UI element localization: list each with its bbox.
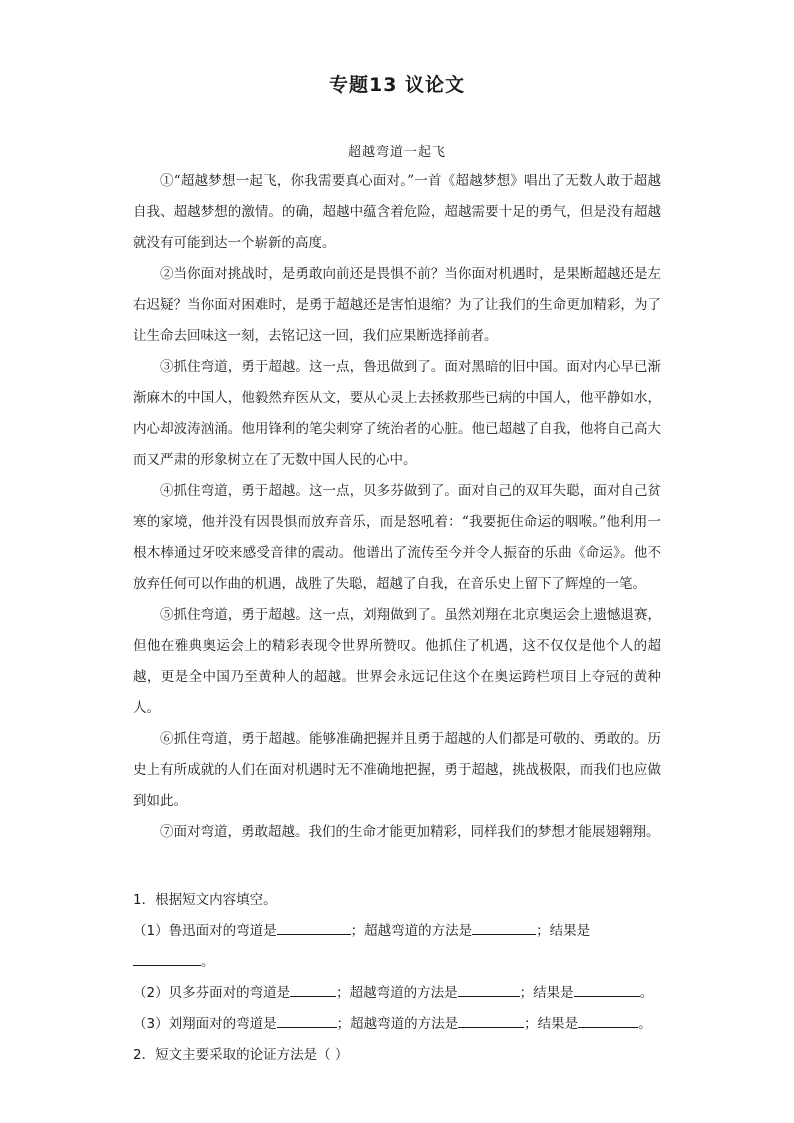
item-3-label-b: ；超越弯道的方法是	[336, 1016, 459, 1032]
item-2-label-b: ；超越弯道的方法是	[336, 985, 458, 1001]
answer-blank[interactable]	[277, 1013, 337, 1028]
item-1-label-b: ；超越弯道的方法是	[350, 923, 473, 939]
question-1-item-3	[133, 1009, 663, 1040]
item-3-end: 。	[638, 1016, 652, 1032]
item-3-label-c: ；结果是	[524, 1016, 579, 1032]
answer-blank[interactable]	[133, 951, 201, 966]
question-1-item-1-cont	[133, 947, 663, 978]
item-1-label-a: （1）鲁迅面对的弯道是	[133, 923, 277, 939]
answer-blank[interactable]	[458, 982, 520, 997]
answer-blank[interactable]	[290, 982, 336, 997]
paragraph-4: ④抓住弯道，勇于超越。这一点，贝多芬做到了。面对自己的双耳失聪，面对自己贫寒的家境，他并没有因畏惧而放弃音乐，而是怒吼着：“我要扼住命运的咽喉。”他利用一根木棒通过牙咬来感受音律的震动。他谱出了流传至今并令人振奋的乐曲《命运》。他不放弃任何可以作曲的机遇，战胜了失聪，超越了自我，在音乐史上留下了辉煌的一笔。	[133, 483, 661, 592]
item-3-label-a: （3）刘翔面对的弯道是	[133, 1016, 277, 1032]
paragraph-6: ⑥抓住弯道，勇于超越。能够准确把握并且勇于超越的人们都是可敬的、勇敢的。历史上有所成就的人们在面对机遇时无不准确地把握，勇于超越，挑战极限，而我们也应做到如此。	[133, 731, 661, 809]
question-1-stem: 1．根据短文内容填空。	[133, 892, 277, 908]
paragraph-5: ⑤抓住弯道，勇于超越。这一点，刘翔做到了。虽然刘翔在北京奥运会上遗憾退赛，但他在雅典奥运会上的精彩表现令世界所赞叹。他抓住了机遇，这不仅仅是他个人的超越，更是全中国乃至黄种人的超越。世界会永远记住这个在奥运跨栏项目上夺冠的黄种人。	[133, 607, 661, 716]
answer-blank[interactable]	[578, 1013, 638, 1028]
article-body	[133, 166, 661, 848]
item-2-end: 。	[639, 985, 654, 1001]
paragraph-2: ②当你面对挑战时，是勇敢向前还是畏惧不前？当你面对机遇时，是果断超越还是左右迟疑？当你面对困难时，是勇于超越还是害怕退缩？为了让我们的生命更加精彩，为了让生命去回味这一刻，去铭记这一回，我们应果断选择前者。	[133, 266, 661, 344]
paragraph-7: ⑦面对弯道，勇敢超越。我们的生命才能更加精彩，同样我们的梦想才能展翅翱翔。	[160, 824, 660, 840]
question-2-stem: 2．短文主要采取的论证方法是（ ）	[133, 1047, 349, 1063]
question-1-item-1	[133, 916, 663, 947]
paragraph-1: ①“超越梦想一起飞，你我需要真心面对。”一首《超越梦想》唱出了无数人敢于超越自我、超越梦想的激情。的确，超越中蕴含着危险，超越需要十足的勇气，但是没有超越就没有可能到达一个崭新的高度。	[133, 173, 661, 251]
item-1-label-c: ；结果是	[536, 923, 591, 939]
item-1-end: 。	[201, 954, 215, 970]
paragraph-3: ③抓住弯道，勇于超越。这一点，鲁迅做到了。面对黑暗的旧中国。面对内心早已渐渐麻木的中国人，他毅然弃医从文，要从心灵上去拯救那些已病的中国人，他平静如水，内心却波涛汹涌。他用锋利的笔尖刺穿了统治者的心脏。他已超越了自我，他将自己高大而又严肃的形象树立在了无数中国人民的心中。	[133, 359, 661, 468]
questions-section	[133, 885, 663, 1071]
answer-blank[interactable]	[472, 920, 536, 935]
document-title: 专题13 议论文	[328, 74, 466, 96]
answer-blank[interactable]	[458, 1013, 524, 1028]
article-title: 超越弯道一起飞	[347, 145, 446, 160]
answer-blank[interactable]	[277, 920, 351, 935]
item-2-label-c: ；结果是	[519, 985, 574, 1001]
item-2-label-a: （2）贝多芬面对的弯道是	[133, 985, 291, 1001]
answer-blank[interactable]	[574, 982, 640, 997]
question-1-item-2	[133, 978, 663, 1009]
